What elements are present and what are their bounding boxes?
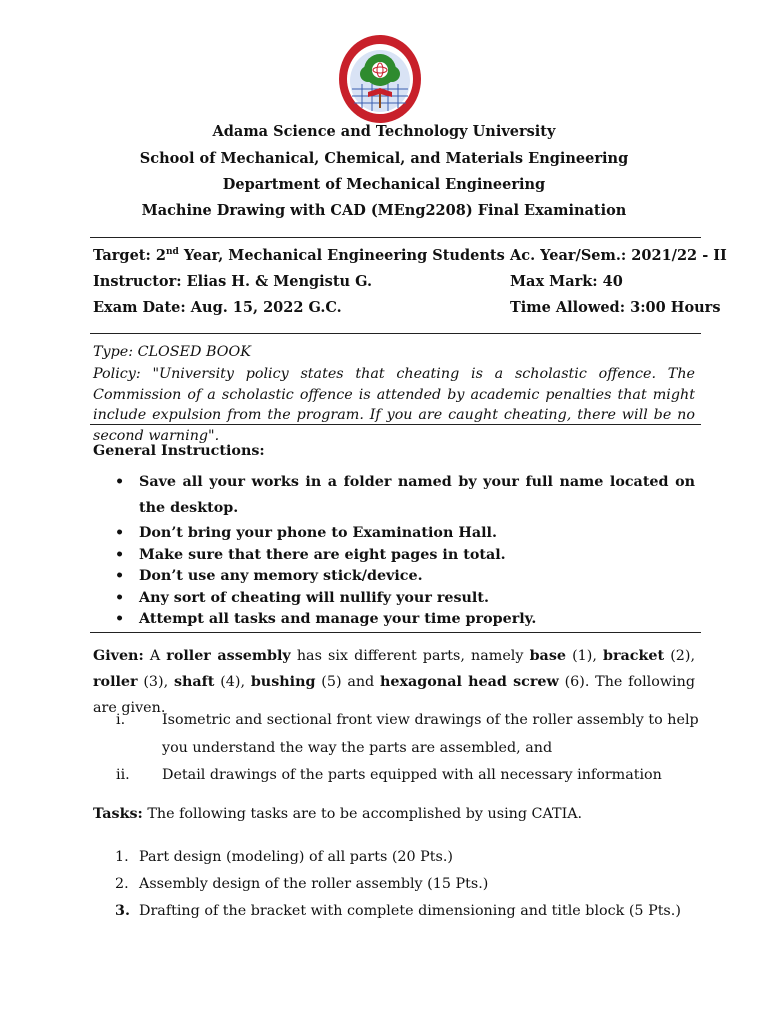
instruction-item: • Any sort of cheating will nullify your result.	[93, 588, 695, 610]
task-number: 1.	[115, 849, 129, 865]
exam-title: Machine Drawing with CAD (MEng2208) Final Examination	[141, 202, 627, 219]
target-prefix: Target: 2	[93, 247, 166, 264]
term-shaft: shaft	[173, 674, 215, 690]
policy-text: Policy: "University policy states that cheating is a scholastic offence. The Commission of a scholastic offence is attended by academic penalties that might include expulsion from the program. If you are caught cheating, there will be no second warning".	[93, 366, 695, 444]
task-number: 2.	[115, 876, 129, 892]
divider	[90, 632, 701, 633]
exam-date-line: Exam Date: Aug. 15, 2022 G.C.	[93, 299, 342, 316]
target-sup: nd	[166, 247, 179, 258]
divider	[90, 333, 701, 334]
given-item-number: i.	[116, 712, 126, 728]
task-number: 3.	[115, 903, 130, 919]
school-name: School of Mechanical, Chemical, and Materials Engineering	[139, 150, 629, 167]
tasks-intro: The following tasks are to be accomplished by using CATIA.	[142, 806, 583, 822]
instruction-item: • Save all your works in a folder named by your full name located on the desktop.	[93, 469, 695, 521]
tasks-paragraph	[93, 806, 582, 822]
time-allowed-line: Time Allowed: 3:00 Hours	[510, 299, 721, 316]
given-item-line: you understand the way the parts are assembled, and	[162, 740, 553, 756]
task-text: Drafting of the bracket with complete dimensioning and title block (5 Pts.)	[139, 903, 681, 919]
target-line	[93, 247, 505, 264]
task-text: Assembly design of the roller assembly (15 Pts.)	[139, 876, 489, 892]
instructions-list	[93, 469, 695, 631]
department-name: Department of Mechanical Engineering	[222, 176, 546, 193]
given-paragraph: Given: A roller assembly has six different parts, namely base (1), bracket (2), roller (3), shaft (4), bushing (5) and hexagonal head screw (6). The following are given.	[93, 648, 696, 716]
instructor-line: Instructor: Elias H. & Mengistu G.	[93, 273, 373, 290]
instruction-item: • Don’t bring your phone to Examination Hall.	[93, 523, 695, 545]
tasks-label: Tasks:	[93, 806, 143, 822]
term-screw: hexagonal head screw	[380, 674, 559, 690]
term-roller-assembly: roller assembly	[166, 648, 291, 664]
instruction-item: • Attempt all tasks and manage your time properly.	[93, 609, 695, 631]
given-label: Given:	[93, 648, 144, 664]
term-roller: roller	[93, 674, 138, 690]
instruction-item: • Don’t use any memory stick/device.	[93, 566, 695, 588]
task-text: Part design (modeling) of all parts (20 Pts.)	[139, 849, 453, 865]
term-base: base	[529, 648, 566, 664]
instructions-heading: General Instructions:	[93, 443, 265, 459]
term-bracket: bracket	[603, 648, 665, 664]
term-bushing: bushing	[250, 674, 316, 690]
given-item-line: Detail drawings of the parts equipped with all necessary information	[162, 767, 662, 783]
divider	[90, 237, 701, 238]
exam-type: Type: CLOSED BOOK	[93, 344, 251, 360]
max-mark-line: Max Mark: 40	[510, 273, 623, 290]
university-name: Adama Science and Technology University	[212, 123, 556, 140]
given-item-line: Isometric and sectional front view drawings of the roller assembly to help	[162, 712, 699, 728]
given-item-number: ii.	[116, 767, 130, 783]
instruction-item: • Make sure that there are eight pages in total.	[93, 545, 695, 567]
university-seal-logo	[338, 34, 422, 124]
divider	[90, 424, 701, 425]
target-suffix: Year, Mechanical Engineering Students	[178, 247, 505, 264]
academic-year-line: Ac. Year/Sem.: 2021/22 - II	[510, 247, 727, 264]
